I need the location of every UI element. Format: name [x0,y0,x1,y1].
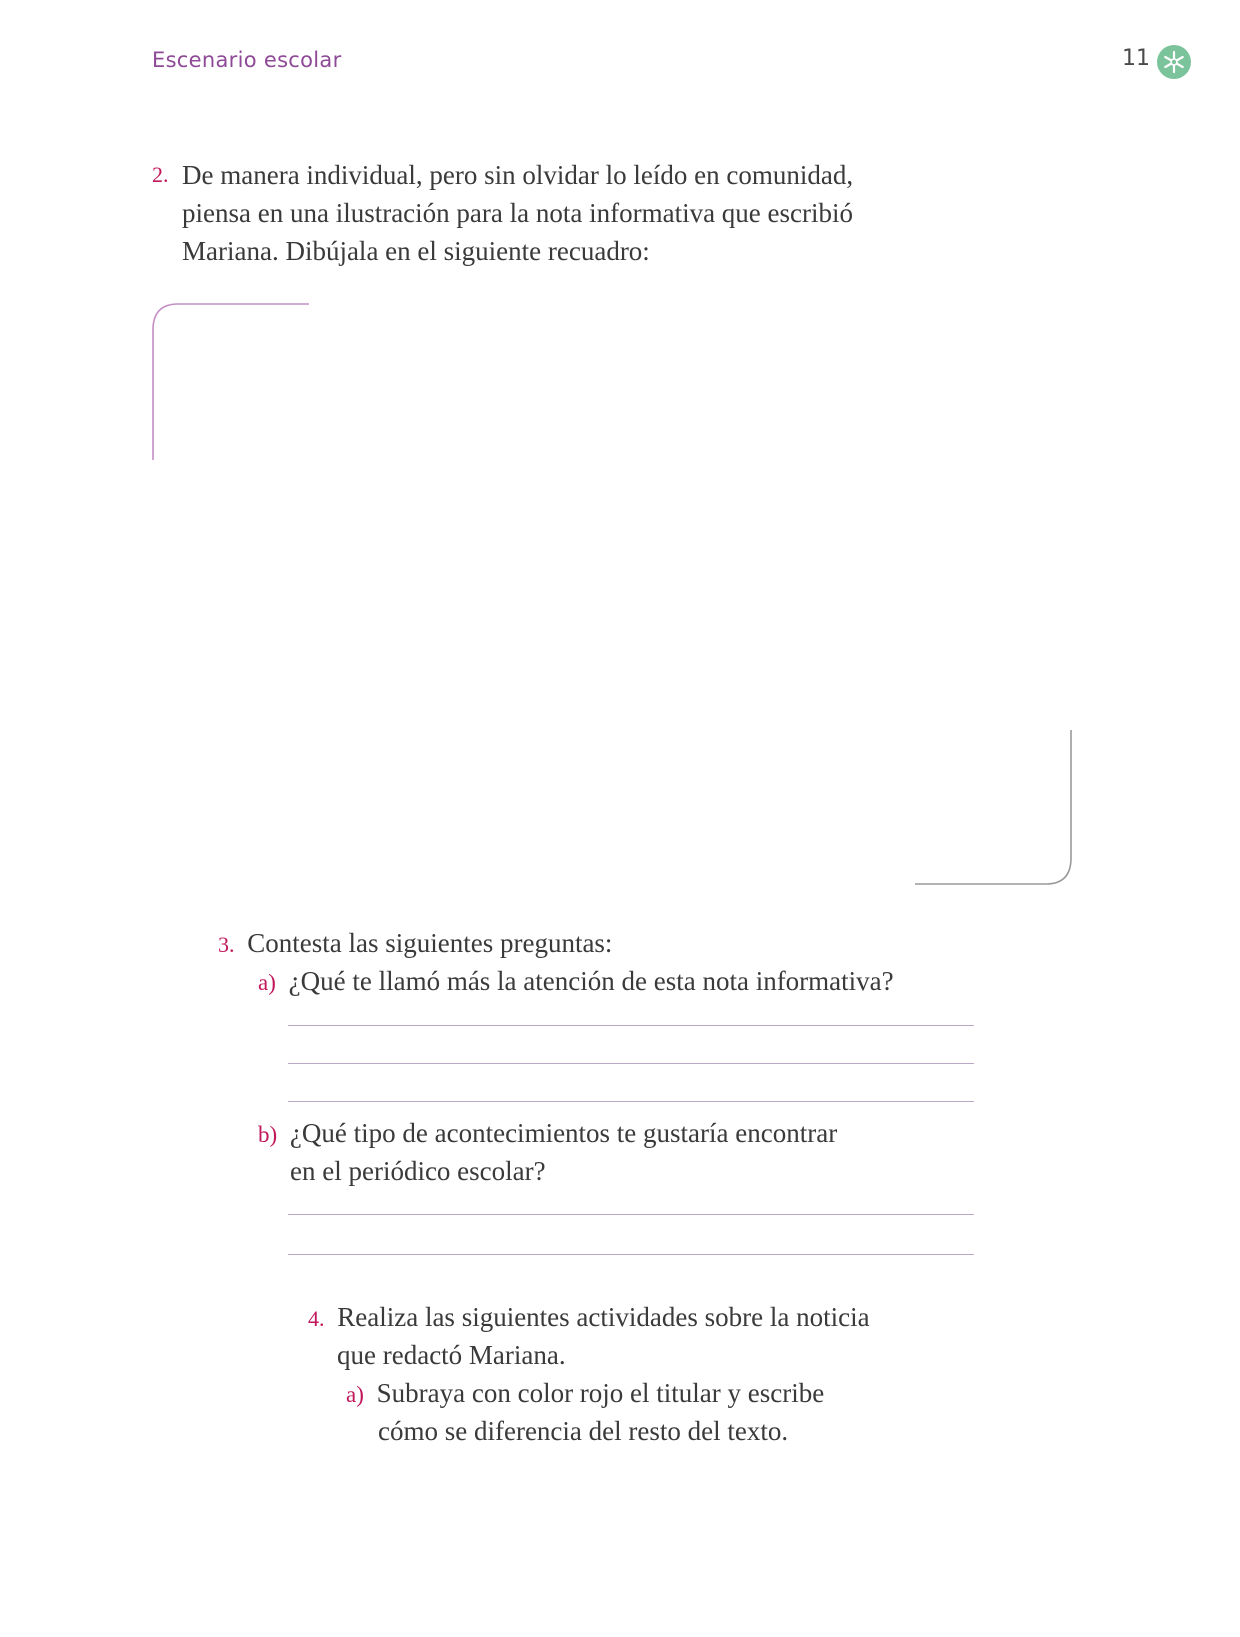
question-number: 2. [152,162,169,187]
sub-question-a [346,1374,824,1414]
text-line: De manera individual, pero sin olvidar lo leído en comunidad, [182,160,854,190]
sub-question-b [258,1114,837,1154]
sub-question-text: ¿Qué te llamó más la atención de esta nota informativa? [288,966,894,996]
question-prompt: Contesta las siguientes preguntas: [247,928,613,958]
answer-line[interactable] [288,1063,974,1064]
answer-line[interactable] [288,1101,974,1102]
question-number: 3. [218,932,235,957]
answer-line[interactable] [288,1254,974,1255]
sub-question-a [258,962,894,1002]
sub-question-text-continued: en el periódico escolar? [290,1156,546,1186]
answer-line[interactable] [288,1025,974,1026]
drawing-box-top-left-corner [153,304,309,460]
sub-question-text-continued: cómo se diferencia del resto del texto. [378,1416,789,1446]
question-text-continued: que redactó Mariana. [337,1340,566,1370]
sub-question-text: Subraya con color rojo el titular y escribe [376,1378,825,1408]
sub-question-label: a) [258,970,276,995]
section-title: Escenario escolar [152,48,342,72]
text-line: piensa en una ilustración para la nota informativa que escribió [182,198,854,228]
answer-line[interactable] [288,1214,974,1215]
sub-question-label: b) [258,1122,278,1147]
question-number: 4. [308,1306,325,1331]
question-text: Realiza las siguientes actividades sobre la noticia [337,1302,870,1332]
sub-question-text: ¿Qué tipo de acontecimientos te gustaría encontrar [289,1118,838,1148]
text-line: Mariana. Dibújala en el siguiente recuadro: [182,236,650,266]
drawing-box-bottom-right-corner [915,730,1071,884]
sub-question-label: a) [346,1382,364,1407]
page-number: 11 [1122,46,1150,71]
